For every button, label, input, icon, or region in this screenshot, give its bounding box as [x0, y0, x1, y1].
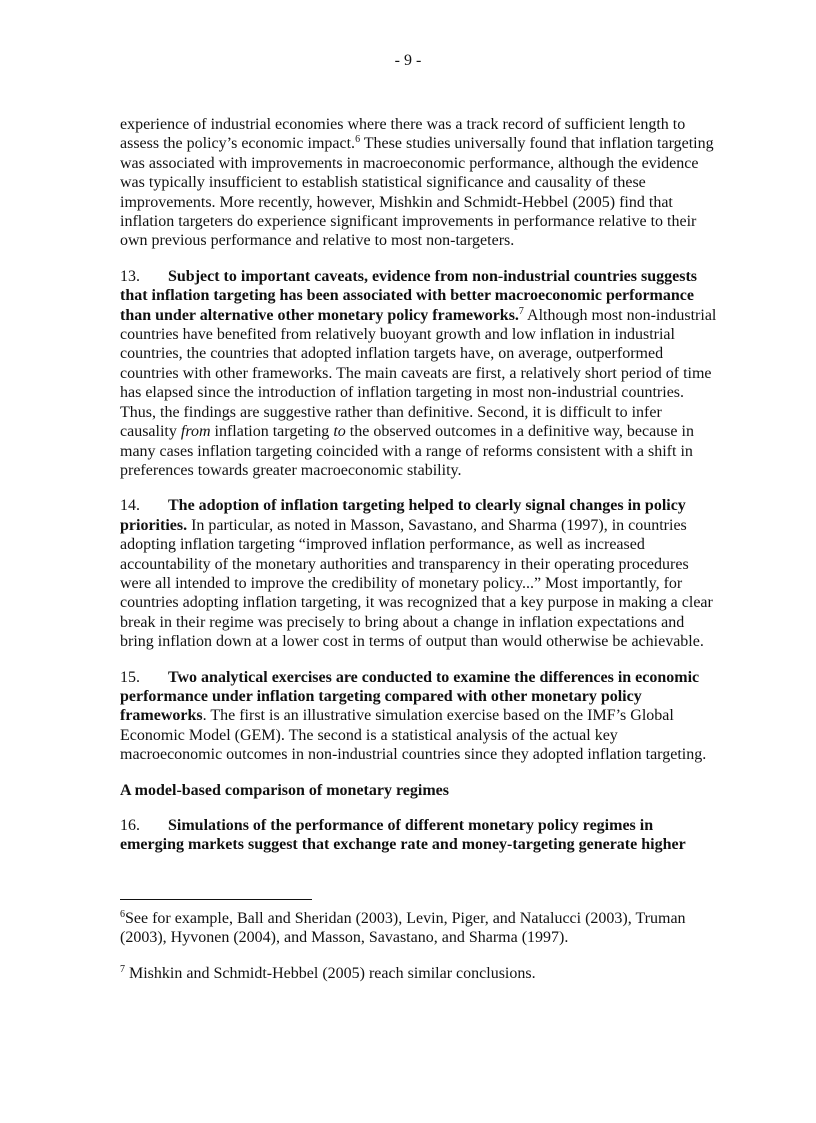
paragraph-text: Although most non-industrial countries have benefited from relatively buoyant growth and low inflation in industrial countries, the countries that adopted inflation targets have, on average, outperformed countries with other frameworks. The main caveats are first, a relatively short period of time has elapsed since the introduction of inflation targeting in most non-industrial countries. Thus, the findings are suggestive rather than definitive. Second, it is difficult to infer causality	[120, 306, 717, 441]
paragraph-lead: Simulations of the performance of different monetary policy regimes in emerging markets suggest that exchange rate and money-targeting generate higher	[120, 817, 686, 854]
paragraph-continuation	[120, 115, 720, 251]
paragraph-lead: The adoption of inflation targeting helped to clearly signal changes in policy priorities.	[120, 497, 686, 534]
footnote-mark: 7	[120, 963, 125, 975]
paragraph-15	[120, 668, 720, 765]
paragraph-text: experience of industrial economies where there was a track record of sufficient length to assess the policy’s economic impact.	[120, 116, 686, 153]
paragraph-number: 16.	[120, 817, 140, 834]
paragraph-13	[120, 267, 720, 480]
paragraph-text: the observed outcomes in a definitive way, because in many cases inflation targeting coincided with a range of reforms consistent with a shift in preferences towards greater macroeconomic stability.	[120, 423, 694, 479]
paragraph-number: 13.	[120, 267, 140, 285]
footnote-text: See for example, Ball and Sheridan (2003), Levin, Piger, and Natalucci (2003), Truman (2003), Hyvonen (2004), and Masson, Savastano, and Sharma (1997).	[120, 910, 686, 947]
paragraph-lead: Two analytical exercises are conducted to examine the differences in economic performance under inflation targeting compared with other monetary policy frameworks	[120, 668, 700, 725]
footnote-text: Mishkin and Schmidt-Hebbel (2005) reach similar conclusions.	[125, 964, 536, 982]
emphasis-text: to	[333, 423, 346, 441]
emphasis-text: from	[180, 423, 211, 441]
paragraph-text: inflation targeting	[210, 423, 334, 441]
footnote-ref-6[interactable]: 6	[355, 134, 361, 146]
footnotes	[120, 909, 720, 999]
paragraph-text: These studies universally found that inflation targeting was associated with improvements in macroeconomic performance, although the evidence was typically insufficient to establish statistical significance and causality of these improvements. More recently, however, Mishkin and Schmidt-Hebbel (2005) find that inflation targeters do experience significant improvements in performance relative to their own previous performance and relative to most non-targeters.	[120, 135, 714, 250]
paragraph-text: . The first is an illustrative simulation exercise based on the IMF’s Global Economic Model (GEM). The second is a statistical analysis of the actual key macroeconomic outcomes in non-industrial countries since they adopted inflation targeting.	[120, 707, 707, 764]
paragraph-14	[120, 496, 720, 651]
paragraph-number: 15.	[120, 668, 140, 686]
footnote-7	[120, 964, 720, 983]
footnote-divider	[120, 899, 312, 900]
body-text	[120, 115, 720, 871]
footnote-ref-7[interactable]: 7	[518, 305, 524, 317]
paragraph-number: 14.	[120, 497, 140, 515]
footnote-mark: 6	[120, 909, 125, 920]
paragraph-16	[120, 816, 720, 855]
paragraph-lead: Subject to important caveats, evidence from non-industrial countries suggests that inflation targeting has been associated with better macroeconomic performance than under alternative other monetary policy frameworks.	[120, 267, 698, 324]
page-number: - 9 -	[394, 52, 422, 69]
paragraph-text: In particular, as noted in Masson, Savastano, and Sharma (1997), in countries adopting inflation targeting “improved inflation performance, as well as increased accountability of the monetary authorities and transparency in their operating procedures were all intended to improve the credibility of monetary policy...” Most importantly, for countries adopting inflation targeting, it was recognized that a key purpose in making a clear break in their regime was precisely to bring about a change in inflation expectations and bring inflation down at a lower cost in terms of output than would otherwise be achievable.	[120, 516, 713, 651]
section-heading: A model-based comparison of monetary regimes	[120, 781, 449, 799]
footnote-6	[120, 909, 720, 948]
